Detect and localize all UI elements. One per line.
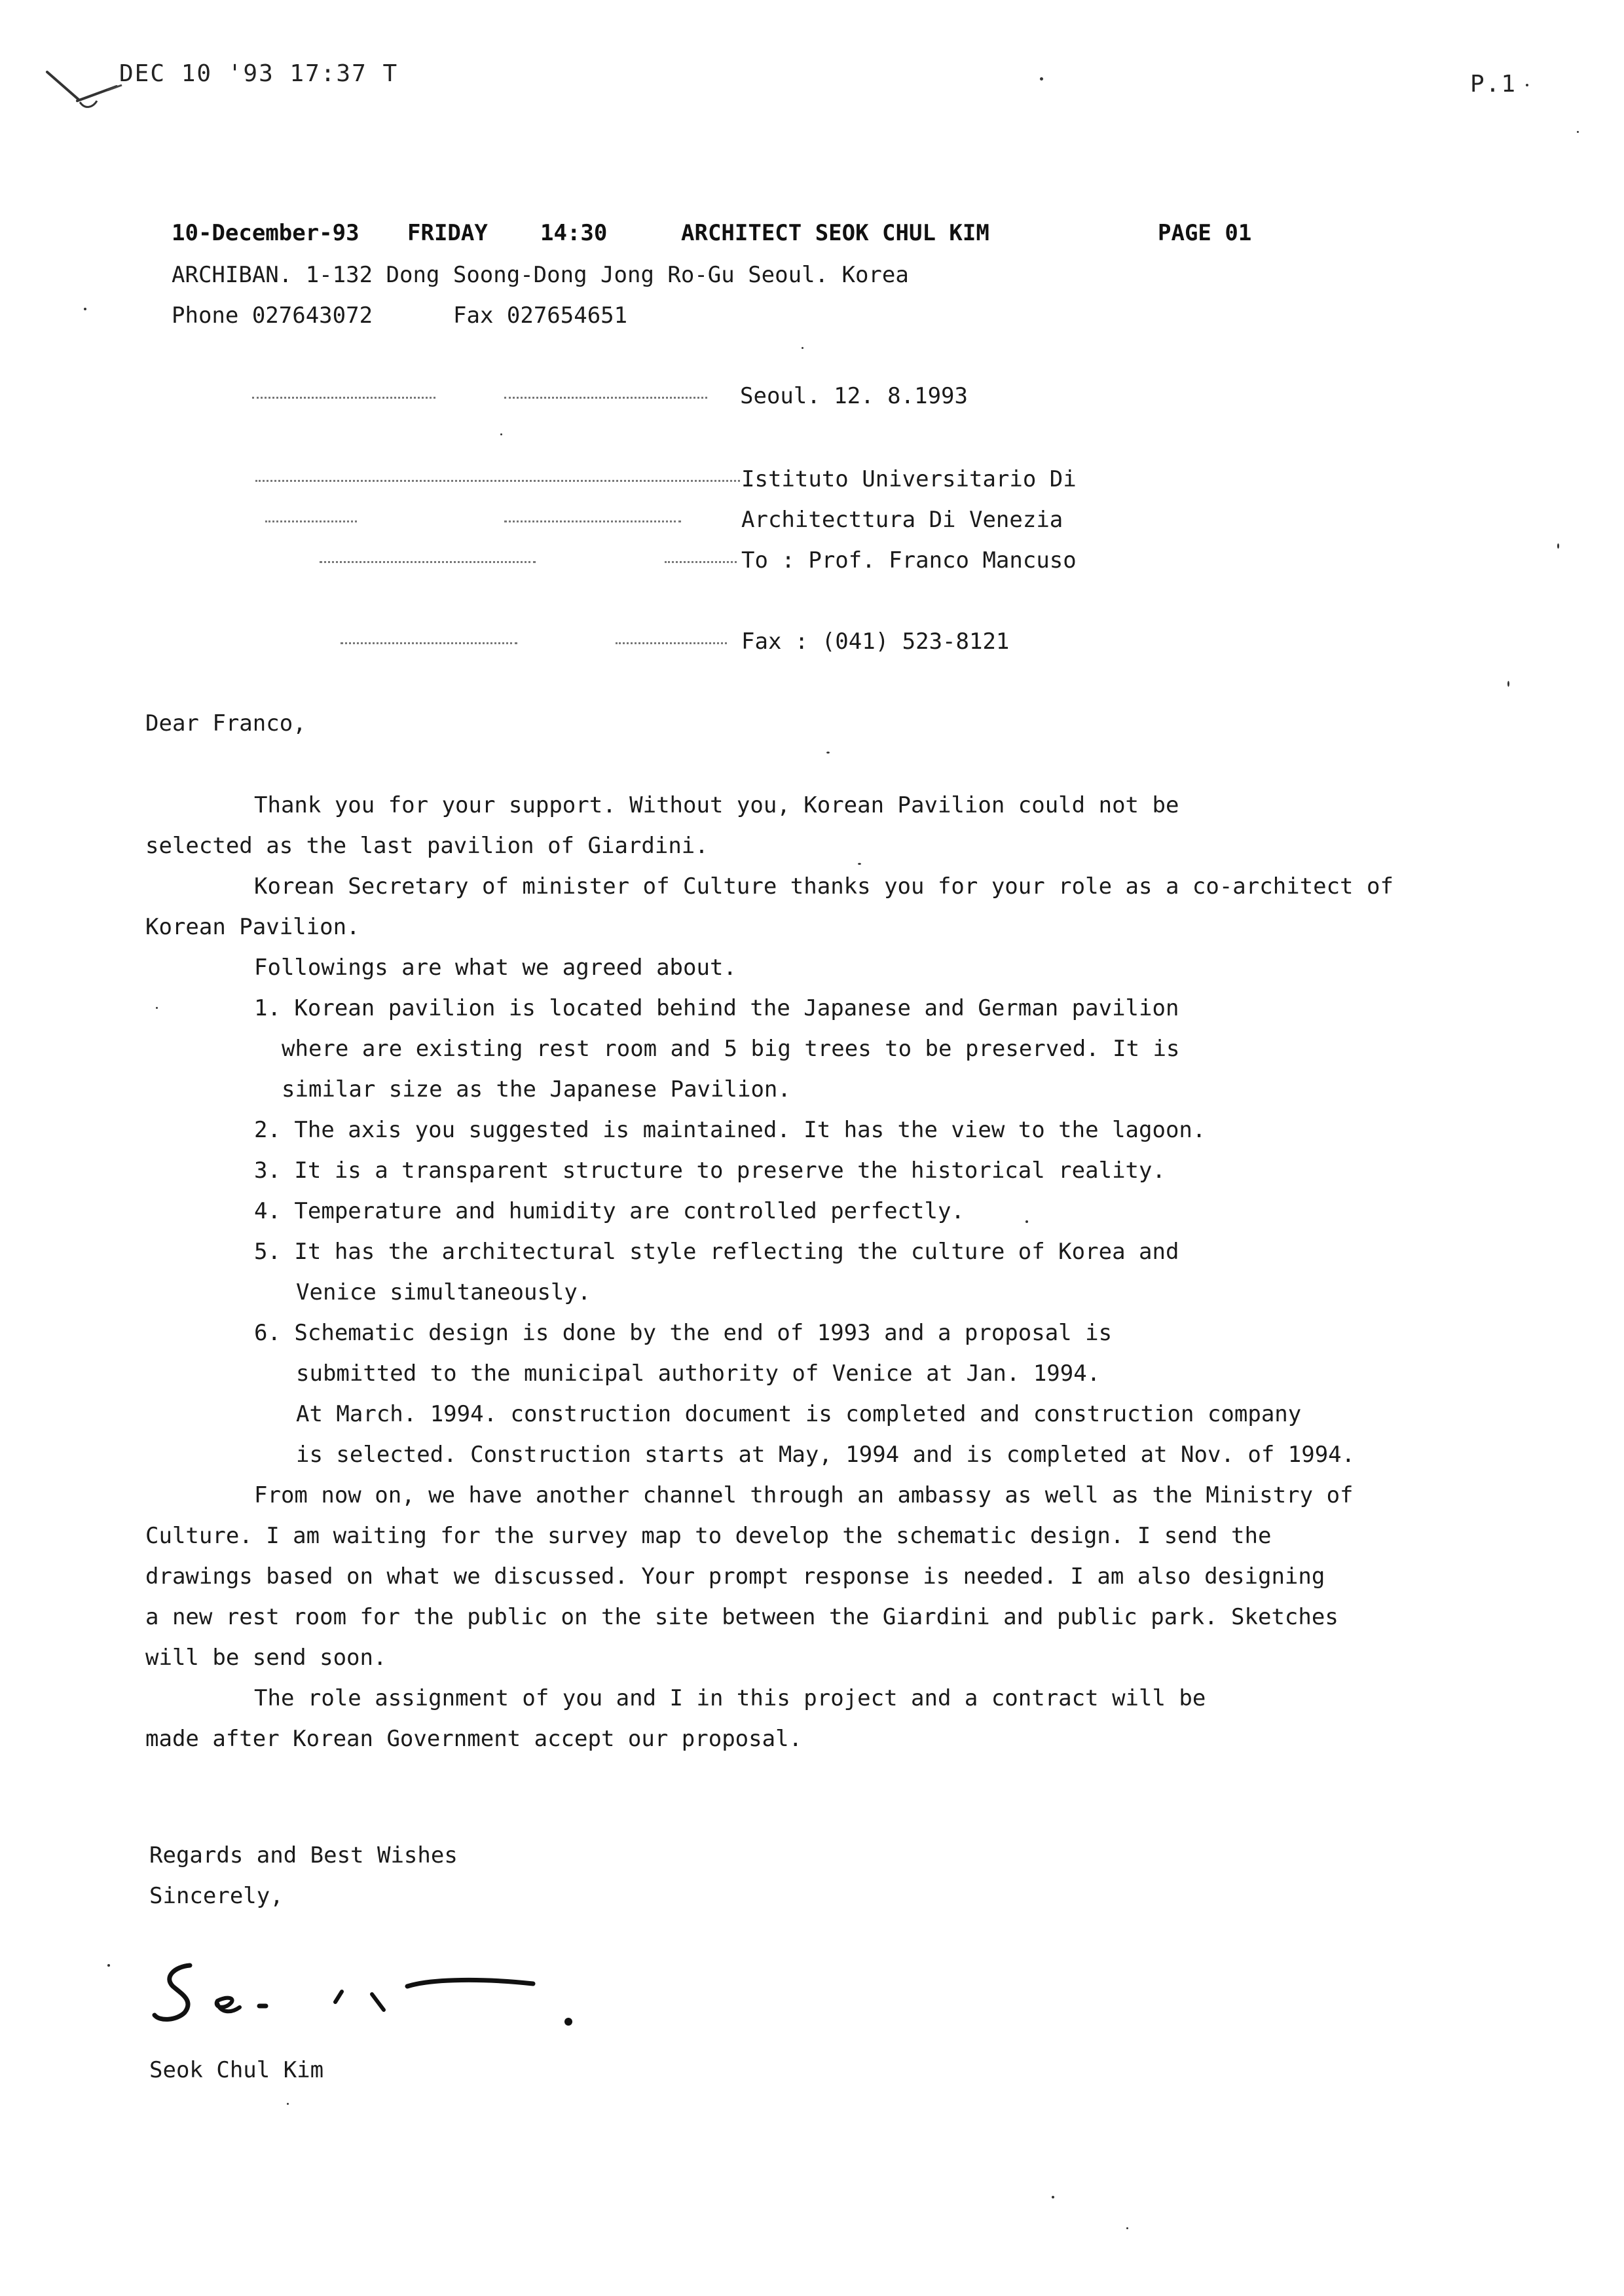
body-line: will be send soon. bbox=[145, 1645, 387, 1671]
body-line: Followings are what we agreed about. bbox=[254, 955, 737, 981]
scan-speck bbox=[84, 308, 86, 310]
list-item-continued: submitted to the municipal authority of Venice at Jan. 1994. bbox=[296, 1360, 1101, 1387]
body-line: selected as the last pavilion of Giardini. bbox=[145, 833, 709, 859]
letter-address: ARCHIBAN. 1-132 Dong Soong-Dong Jong Ro-Gu Seoul. Korea bbox=[172, 262, 909, 288]
letter-day: FRIDAY bbox=[407, 220, 488, 246]
body-line: Thank you for your support. Without you, Korean Pavilion could not be bbox=[254, 792, 1179, 818]
place-date: Seoul. 12. 8.1993 bbox=[740, 383, 968, 409]
recipient-fax: Fax : (041) 523-8121 bbox=[741, 629, 1010, 655]
dotted-leader bbox=[252, 397, 435, 400]
dotted-leader bbox=[265, 520, 357, 524]
letter-time: 14:30 bbox=[540, 220, 608, 246]
closing-sincerely: Sincerely, bbox=[149, 1883, 284, 1909]
closing-regards: Regards and Best Wishes bbox=[149, 1842, 458, 1868]
scan-speck bbox=[1025, 1220, 1028, 1223]
scan-speck bbox=[1577, 131, 1579, 133]
letter-date: 10-December-93 bbox=[172, 220, 360, 246]
list-item-continued: is selected. Construction starts at May, 1994 and is completed at Nov. of 1994. bbox=[296, 1442, 1356, 1468]
fax-page-number: P.1 bbox=[1470, 71, 1517, 98]
dotted-leader bbox=[504, 520, 681, 524]
body-line: a new rest room for the public on the site between the Giardini and public park. Sketches bbox=[145, 1604, 1338, 1630]
dotted-leader bbox=[616, 642, 727, 646]
letter-fax: Fax 027654651 bbox=[453, 302, 628, 329]
recipient-line-2: Architecttura Di Venezia bbox=[741, 507, 1063, 533]
recipient-line-3: To : Prof. Franco Mancuso bbox=[741, 547, 1077, 574]
scan-speck bbox=[1526, 84, 1528, 86]
scan-speck bbox=[1040, 77, 1043, 81]
list-item-continued: At March. 1994. construction document is completed and construction company bbox=[296, 1401, 1302, 1427]
body-line: Culture. I am waiting for the survey map to develop the schematic design. I send the bbox=[145, 1523, 1272, 1549]
scan-speck bbox=[1052, 2196, 1054, 2198]
body-line: From now on, we have another channel through an ambassy as well as the Ministry of bbox=[254, 1482, 1354, 1508]
list-item-continued: similar size as the Japanese Pavilion. bbox=[282, 1076, 791, 1102]
dotted-leader bbox=[504, 397, 707, 400]
handwritten-signature bbox=[144, 1938, 616, 2043]
list-item: 6. Schematic design is done by the end of 1993 and a proposal is bbox=[254, 1320, 1113, 1346]
scan-speck bbox=[107, 1964, 110, 1967]
scan-speck bbox=[1126, 2227, 1128, 2229]
body-line: Korean Pavilion. bbox=[145, 914, 360, 940]
fax-timestamp: DEC 10 '93 17:37 T bbox=[119, 60, 399, 87]
scan-speck bbox=[826, 752, 830, 754]
body-line: drawings based on what we discussed. Your prompt response is needed. I am also designing bbox=[145, 1563, 1325, 1590]
scan-speck bbox=[156, 1007, 158, 1009]
letter-page: PAGE 01 bbox=[1158, 220, 1252, 246]
list-item-continued: Venice simultaneously. bbox=[296, 1279, 591, 1305]
scan-speck bbox=[1557, 543, 1559, 549]
body-line: made after Korean Government accept our proposal. bbox=[145, 1726, 803, 1752]
dotted-leader bbox=[341, 642, 517, 646]
body-line: Korean Secretary of minister of Culture thanks you for your role as a co-architect of bbox=[254, 873, 1393, 900]
body-line: The role assignment of you and I in this project and a contract will be bbox=[254, 1685, 1206, 1711]
list-item: 5. It has the architectural style reflecting the culture of Korea and bbox=[254, 1239, 1179, 1265]
recipient-line-1: Istituto Universitario Di bbox=[741, 466, 1077, 492]
scan-speck bbox=[500, 433, 502, 435]
scan-speck bbox=[1507, 681, 1509, 687]
list-item: 2. The axis you suggested is maintained. It has the view to the lagoon. bbox=[254, 1117, 1206, 1143]
scan-speck bbox=[858, 863, 861, 865]
letter-author: ARCHITECT SEOK CHUL KIM bbox=[681, 220, 989, 246]
list-item: 4. Temperature and humidity are controlled perfectly. bbox=[254, 1198, 965, 1224]
dotted-leader bbox=[255, 480, 740, 483]
letter-phone: Phone 027643072 bbox=[172, 302, 373, 329]
signatory-name: Seok Chul Kim bbox=[149, 2057, 324, 2083]
list-item-continued: where are existing rest room and 5 big trees to be preserved. It is bbox=[282, 1036, 1180, 1062]
scan-speck bbox=[287, 2103, 289, 2105]
list-item: 3. It is a transparent structure to preserve the historical reality. bbox=[254, 1157, 1166, 1184]
dotted-leader bbox=[665, 561, 737, 564]
salutation: Dear Franco, bbox=[145, 710, 306, 737]
dotted-leader bbox=[320, 561, 536, 564]
list-item: 1. Korean pavilion is located behind the Japanese and German pavilion bbox=[254, 995, 1179, 1021]
scan-speck bbox=[802, 347, 803, 349]
